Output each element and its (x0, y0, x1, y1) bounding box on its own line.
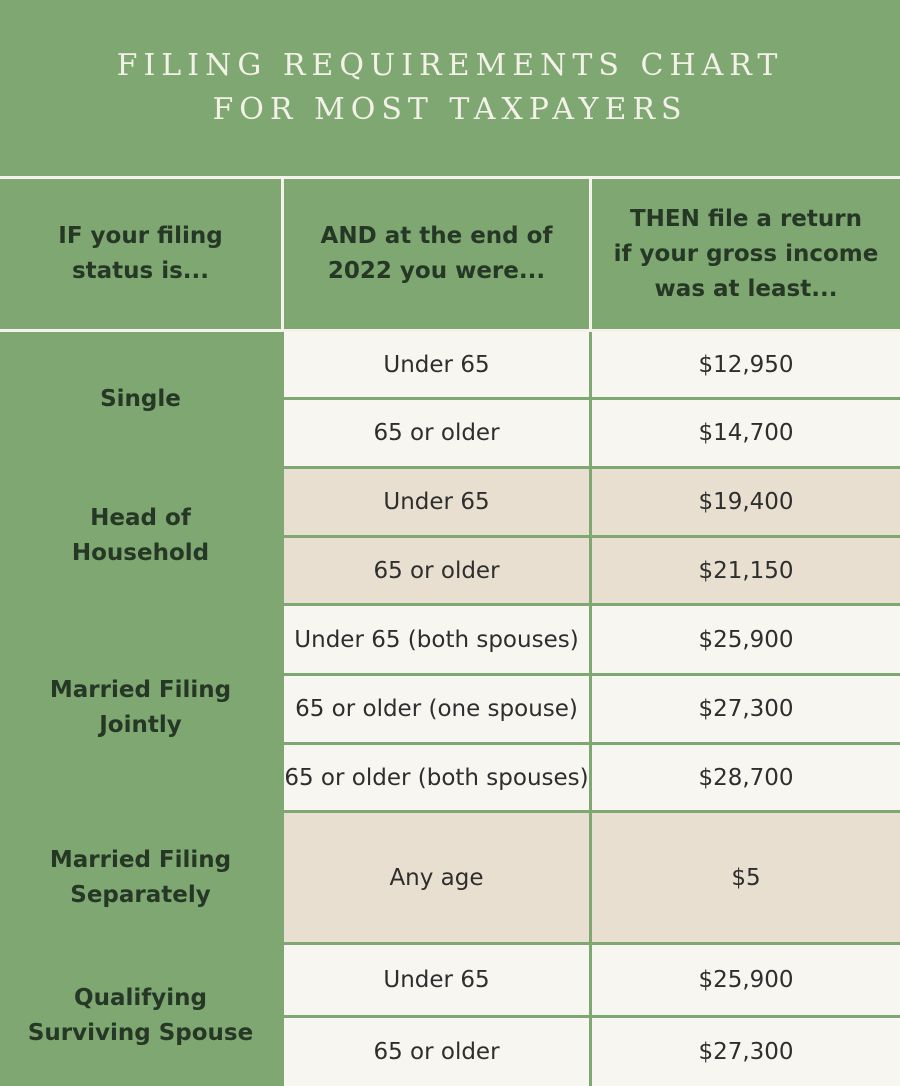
status-head-of-household: Head of Household (0, 469, 281, 603)
age-cell: Under 65 (284, 469, 589, 535)
status-single: Single (0, 332, 281, 466)
age-cell: 65 or older (284, 1018, 589, 1086)
age-cell: Any age (284, 813, 589, 942)
income-cell: $27,300 (592, 676, 900, 742)
age-cell: Under 65 (284, 945, 589, 1015)
header-age: AND at the end of 2022 you were... (284, 179, 589, 329)
status-qualifying-surviving-spouse: Qualifying Surviving Spouse (0, 945, 281, 1086)
income-cell: $27,300 (592, 1018, 900, 1086)
status-married-filing-separately: Married Filing Separately (0, 813, 281, 942)
chart-title (0, 0, 900, 175)
title-line-1: FILING REQUIREMENTS CHART (116, 47, 784, 83)
age-cell: 65 or older (one spouse) (284, 676, 589, 742)
income-cell: $28,700 (592, 745, 900, 810)
income-cell: $25,900 (592, 606, 900, 673)
income-cell: $5 (592, 813, 900, 942)
income-cell: $25,900 (592, 945, 900, 1015)
age-cell: 65 or older (both spouses) (284, 745, 589, 810)
header-gross-income: THEN file a return if your gross income was at least... (592, 179, 900, 329)
header-divider-2 (589, 179, 592, 329)
income-cell: $14,700 (592, 400, 900, 466)
header-divider-1 (281, 179, 284, 329)
title-line-2: FOR MOST TAXPAYERS (212, 91, 688, 127)
age-cell: Under 65 (284, 332, 589, 397)
income-cell: $21,150 (592, 538, 900, 603)
age-cell: 65 or older (284, 538, 589, 603)
age-cell: 65 or older (284, 400, 589, 466)
header-filing-status: IF your filing status is... (0, 179, 281, 329)
status-married-filing-jointly: Married Filing Jointly (0, 606, 281, 810)
age-cell: Under 65 (both spouses) (284, 606, 589, 673)
income-cell: $19,400 (592, 469, 900, 535)
income-cell: $12,950 (592, 332, 900, 397)
